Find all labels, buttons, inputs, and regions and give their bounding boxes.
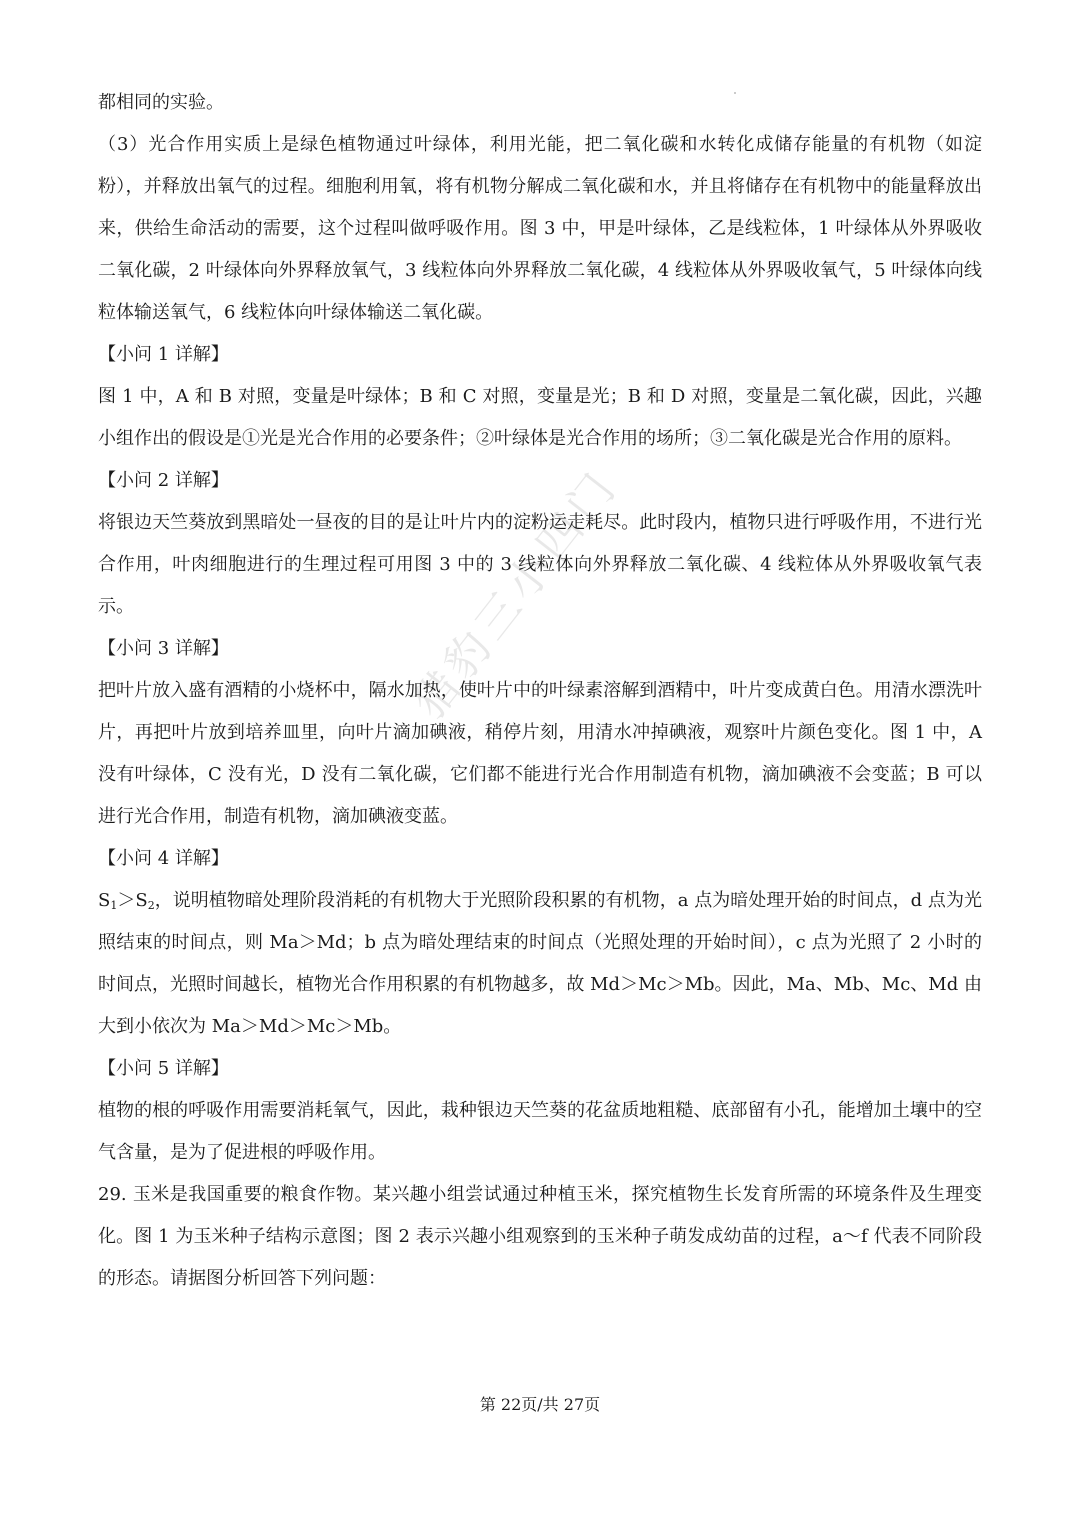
question-29: 29. 玉米是我国重要的粮食作物。某兴趣小组尝试通过种植玉米，探究植物生长发育所需的环境条件及生理变化。图 1 为玉米种子结构示意图；图 2 表示兴趣小组观察到的玉米种子萌发成幼苗的过程，a～f 代表不同阶段的形态。请据图分析回答下列问题： — [98, 1184, 982, 1289]
paragraph-continuation: 都相同的实验。 — [98, 92, 224, 113]
s-symbol: S — [98, 890, 111, 911]
page-content — [98, 82, 982, 1300]
watermark: 猎豹三小四门 — [403, 460, 629, 729]
paragraph-part-3: （3）光合作用实质上是绿色植物通过叶绿体，利用光能，把二氧化碳和水转化成储存能量的有机物（如淀粉），并释放出氧气的过程。细胞利用氧，将有机物分解成二氧化碳和水，并且将储存在有机物中的能量释放出来，供给生命活动的需要，这个过程叫做呼吸作用。图 3 中，甲是叶绿体，乙是线粒体，1 叶绿体从外界吸收二氧化碳，2 叶绿体向外界释放氧气，3 线粒体向外界释放二氧化碳，4 线粒体从外界吸收氧气，5 叶绿体向线粒体输送氧气，6 线粒体向叶绿体输送二氧化碳。 — [98, 134, 982, 323]
subquestion-4-answer-rest: ，说明植物暗处理阶段消耗的有机物大于光照阶段积累的有机物，a 点为暗处理开始的时间点，d 点为光照结束的时间点，则 Ma＞Md；b 点为暗处理结束的时间点（光照处理的开始时间），c 点为光照了 2 小时的时间点，光照时间越长，植物光合作用积累的有机物越多，故 Md＞Mc＞Mb。因此，Ma、Mb、Mc、Md 由大到小依次为 Ma＞Md＞Mc＞Mb。 — [98, 890, 982, 1037]
subquestion-4-answer — [98, 880, 982, 1048]
greater-than-s: ＞S — [117, 890, 148, 911]
subquestion-5-answer: 植物的根的呼吸作用需要消耗氧气，因此，栽种银边天竺葵的花盆质地粗糙、底部留有小孔，能增加土壤中的空气含量，是为了促进根的呼吸作用。 — [98, 1100, 982, 1163]
s1-subscript: 1 — [110, 899, 118, 912]
subquestion-3-answer: 把叶片放入盛有酒精的小烧杯中，隔水加热，使叶片中的叶绿素溶解到酒精中，叶片变成黄白色。用清水漂洗叶片，再把叶片放到培养皿里，向叶片滴加碘液，稍停片刻，用清水冲掉碘液，观察叶片颜色变化。图 1 中，A 没有叶绿体，C 没有光，D 没有二氧化碳，它们都不能进行光合作用制造有机物，滴加碘液不会变蓝；B 可以进行光合作用，制造有机物，滴加碘液变蓝。 — [98, 680, 982, 827]
subquestion-5-heading: 【小问 5 详解】 — [98, 1058, 229, 1079]
subquestion-1-answer: 图 1 中，A 和 B 对照，变量是叶绿体；B 和 C 对照，变量是光；B 和 D 对照，变量是二氧化碳，因此，兴趣小组作出的假设是①光是光合作用的必要条件；②叶绿体是光合作用的场所；③二氧化碳是光合作用的原料。 — [98, 386, 982, 449]
subquestion-2-answer: 将银边天竺葵放到黑暗处一昼夜的目的是让叶片内的淀粉运走耗尽。此时段内，植物只进行呼吸作用，不进行光合作用，叶肉细胞进行的生理过程可用图 3 中的 3 线粒体向外界释放二氧化碳、4 线粒体从外界吸收氧气表示。 — [98, 512, 982, 617]
page-footer: 第 22页/共 27页 — [479, 1395, 601, 1414]
subquestion-3-heading: 【小问 3 详解】 — [98, 638, 229, 659]
subquestion-2-heading: 【小问 2 详解】 — [98, 470, 229, 491]
subquestion-4-heading: 【小问 4 详解】 — [98, 848, 229, 869]
s2-subscript: 2 — [147, 899, 155, 912]
subquestion-1-heading: 【小问 1 详解】 — [98, 344, 229, 365]
